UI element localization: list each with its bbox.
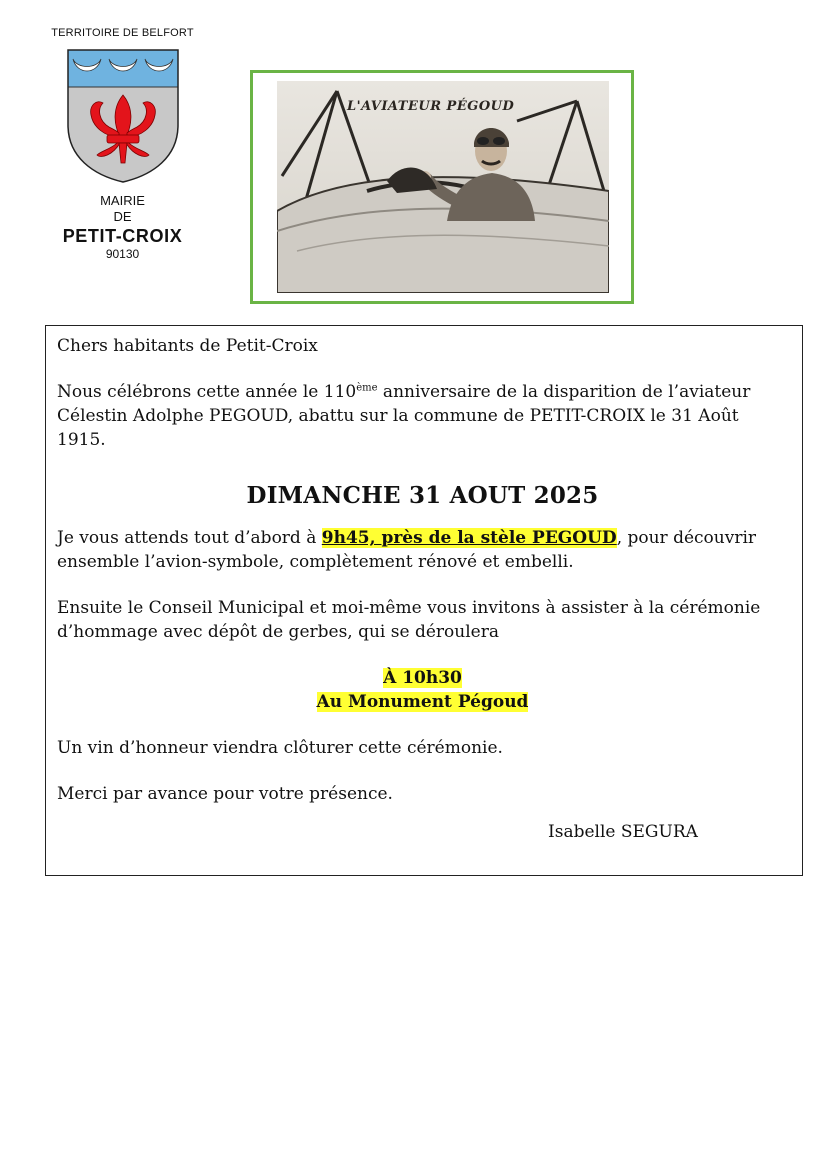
meeting-text-rest: , pour découvrir ensemble l’avion-symbole, complètement rénové et embelli. [57, 528, 757, 572]
photo-caption: L'AVIATEUR PÉGOUD [347, 99, 515, 114]
mairie-line: MAIRIE [100, 193, 145, 208]
mairie-line: DE [113, 209, 132, 224]
intro-paragraph [57, 380, 788, 452]
intro-text-rest: anniversaire de la disparition de l’aviateur Célestin Adolphe PEGOUD, abattu sur la commune de PETIT-CROIX le 31 Août 1915. [57, 382, 751, 450]
fleur-de-lis-icon [63, 45, 183, 185]
greeting: Chers habitants de Petit-Croix [57, 336, 318, 356]
intro-text: Nous célébrons cette année le 110 [57, 382, 357, 402]
event-date-headline: DIMANCHE 31 AOUT 2025 [246, 482, 599, 509]
aviator-photo-frame [250, 70, 634, 304]
municipality-header [40, 27, 205, 261]
closing-reception: Un vin d’honneur viendra clôturer cette cérémonie. [57, 738, 503, 758]
meeting-highlight: 9h45, près de la stèle PEGOUD [321, 528, 617, 548]
ceremony-time [57, 666, 788, 690]
letter-box [45, 325, 803, 876]
ceremony-place-text: Au Monument Pégoud [316, 692, 529, 712]
postcode: 90130 [105, 247, 140, 261]
ceremony-time-text: À 10h30 [383, 668, 462, 688]
commune-name: PETIT-CROIX [62, 226, 183, 246]
meeting-text: Je vous attends tout d’abord à [57, 528, 322, 548]
closing-thanks: Merci par avance pour votre présence. [57, 784, 393, 804]
intro-superscript: ème [356, 382, 378, 394]
mairie-label [40, 193, 205, 225]
meeting-paragraph [57, 526, 788, 574]
ceremony-place [57, 690, 788, 714]
ceremony-paragraph: Ensuite le Conseil Municipal et moi-même vous invitons à assister à la cérémonie d’hommage avec dépôt de gerbes, qui se déroulera [57, 598, 761, 642]
signature: Isabelle SEGURA [548, 822, 698, 842]
territoire-label: TERRITOIRE DE BELFORT [51, 27, 194, 39]
